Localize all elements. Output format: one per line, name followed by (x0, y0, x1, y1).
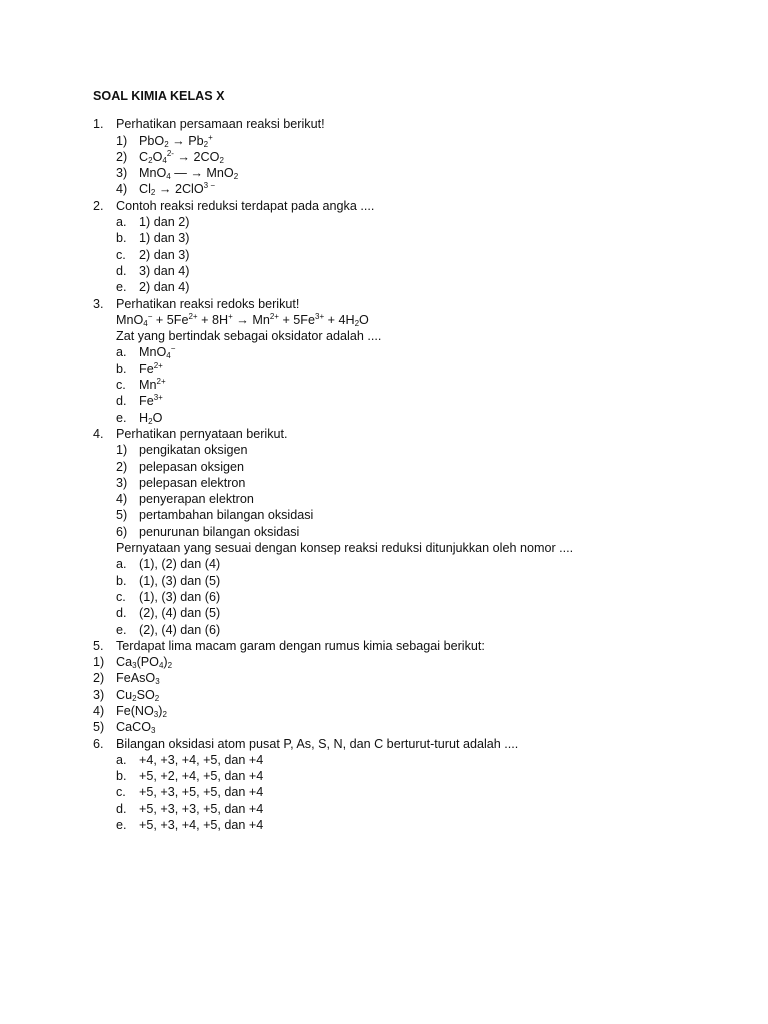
list-item: 4) penyerapan elektron (116, 492, 254, 507)
question-6 (93, 736, 713, 834)
document-content (93, 88, 713, 833)
question-text: Perhatikan pernyataan berikut. (116, 426, 288, 441)
answer-option: b. $Fe^{2+}$ (116, 360, 163, 376)
question-number: 5. (93, 638, 104, 653)
question-text: Contoh reaksi reduksi terdapat pada angka .... (116, 198, 375, 213)
list-item: 3) $Cu_2SO_2$ (93, 687, 160, 703)
question-3 (93, 296, 713, 426)
answer-option: b. 1) dan 3) (116, 231, 190, 246)
answer-option: e. 2) dan 4) (116, 280, 190, 295)
list-item: 3) MnO$_4$ — → MnO$_2$ (116, 165, 713, 181)
question-4 (93, 426, 713, 638)
answer-option: b. +5, +2, +4, +5, dan +4 (116, 769, 264, 784)
formula: $Cl_2 \to 2ClO^{3 -}$ (139, 181, 215, 198)
question-number: 6. (93, 736, 104, 751)
list-item: 5) CaCO$_3$ (93, 720, 156, 736)
answer-option: e. $H_2O$ (116, 410, 163, 426)
list-item: 4) $Cl_2 \to 2ClO^{3 -}$ (116, 181, 713, 197)
answer-option: d. $Fe^{3+}$ (116, 393, 163, 409)
answer-option: c. (1), (3) dan (6) (116, 589, 221, 604)
list-item: 2) $C_2O_4^{2-} \to 2CO_2$ (116, 149, 713, 165)
list-item: 2) FeAsO$_3$ (93, 671, 160, 687)
list-item: 1) $Ca_3(PO_4)_2$ (93, 655, 173, 671)
answer-option: d. +5, +3, +3, +5, dan +4 (116, 801, 264, 816)
redox-equation: $MnO_4^- + 5Fe^{2+} + 8H^+ \to Mn^{2+} + 5Fe^{3+} + 4H_2O$ (116, 311, 369, 328)
answer-option: c. $Mn^{2+}$ (116, 377, 166, 393)
question-text: Perhatikan persamaan reaksi berikut! (116, 117, 325, 132)
document-title: SOAL KIMIA KELAS X (93, 89, 225, 103)
answer-option: a. +4, +3, +4, +5, dan +4 (116, 752, 264, 767)
answer-option: c. 2) dan 3) (116, 247, 190, 262)
list-item: 1) pengikatan oksigen (116, 443, 248, 458)
question-number: 4. (93, 426, 104, 441)
list-item: 6) penurunan bilangan oksidasi (116, 524, 300, 539)
answer-option: d. (2), (4) dan (5) (116, 606, 221, 621)
answer-option: a. MnO$_4$− (116, 344, 176, 361)
answer-option: d. 3) dan 4) (116, 263, 190, 278)
answer-option: a. 1) dan 2) (116, 215, 190, 230)
question-text: Perhatikan reaksi redoks berikut! (116, 296, 300, 311)
question-number: 1. (93, 117, 104, 132)
formula: $PbO_2 \to Pb_2^+$ (139, 132, 213, 149)
list-item: 1) $PbO_2 \to Pb_2^+$ (116, 133, 713, 149)
answer-option: a. (1), (2) dan (4) (116, 557, 221, 572)
formula: $C_2O_4^{2-} \to 2CO_2$ (139, 148, 224, 165)
list-item: 4) $Fe(NO_3)_2$ (93, 703, 167, 719)
question-1 (93, 116, 713, 197)
formula: MnO$_4$ — → MnO$_2$ (139, 166, 239, 182)
answer-option: e. (2), (4) dan (6) (116, 622, 221, 637)
answer-option: e. +5, +3, +4, +5, dan +4 (116, 818, 264, 833)
question-2 (93, 198, 713, 296)
answer-option: c. +5, +3, +5, +5, dan +4 (116, 785, 264, 800)
question-text: Bilangan oksidasi atom pusat P, As, S, N, dan C berturut-turut adalah .... (116, 736, 519, 751)
question-text: Terdapat lima macam garam dengan rumus kimia sebagai berikut: (116, 638, 485, 653)
list-item: 3) pelepasan elektron (116, 475, 246, 490)
question-number: 3. (93, 296, 104, 311)
question-prompt: Zat yang bertindak sebagai oksidator adalah .... (116, 329, 382, 344)
question-number: 2. (93, 198, 104, 213)
question-prompt: Pernyataan yang sesuai dengan konsep reaksi reduksi ditunjukkan oleh nomor .... (116, 541, 574, 556)
list-item: 2) pelepasan oksigen (116, 459, 245, 474)
question-5 (93, 638, 713, 654)
list-item: 5) pertambahan bilangan oksidasi (116, 508, 314, 523)
answer-option: b. (1), (3) dan (5) (116, 573, 221, 588)
